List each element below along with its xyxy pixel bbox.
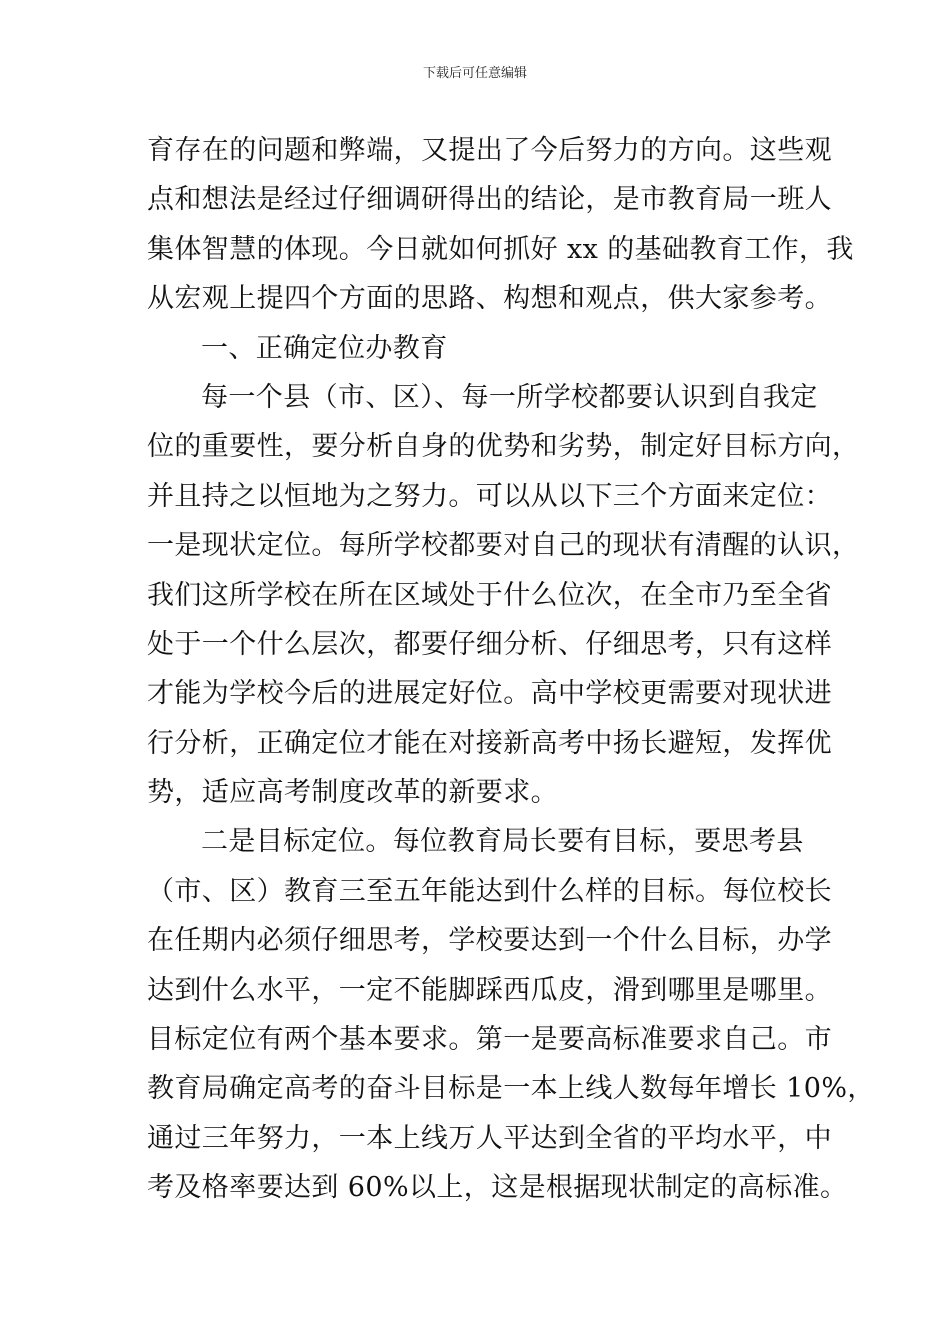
text-line: 并且持之以恒地为之努力。可以从以下三个方面来定位： (147, 480, 832, 512)
text-line: 一是现状定位。每所学校都要对自己的现状有清醒的认识， (147, 530, 860, 562)
text-line: 在任期内必须仔细思考，学校要达到一个什么目标，办学 (147, 925, 832, 957)
text-line: 集体智慧的体现。今日就如何抓好 xx 的基础教育工作，我 (147, 233, 854, 265)
text-line: 才能为学校今后的进展定好位。高中学校更需要对现状进 (147, 678, 832, 710)
text-line: 育存在的问题和弊端，又提出了今后努力的方向。这些观 (147, 135, 832, 166)
text-line: 位的重要性，要分析自身的优势和劣势，制定好目标方向， (147, 431, 860, 463)
body-text (147, 126, 875, 1213)
text-line: 每一个县（市、区）、每一所学校都要认识到自我定 (201, 381, 818, 413)
text-line: 二是目标定位。每位教育局长要有目标，要思考县 (201, 826, 804, 858)
text-line: 点和想法是经过仔细调研得出的结论，是市教育局一班人 (147, 184, 832, 216)
text-line: 目标定位有两个基本要求。第一是要高标准要求自己。市 (147, 1024, 832, 1056)
text-line: 通过三年努力，一本上线万人平达到全省的平均水平，中 (147, 1122, 832, 1154)
text-line: 势，适应高考制度改革的新要求。 (147, 777, 558, 809)
text-line: 行分析，正确定位才能在对接新高考中扬长避短，发挥优 (147, 727, 832, 759)
page-header: 下载后可任意编辑 (422, 66, 527, 81)
text-line: 处于一个什么层次，都要仔细分析、仔细思考，只有这样 (147, 628, 832, 660)
section-heading: 一、正确定位办教育 (201, 332, 448, 364)
text-line: 考及格率要达到 60%以上，这是根据现状制定的高标准。 (147, 1172, 848, 1204)
text-line: 教育局确定高考的奋斗目标是一本上线人数每年增长 10%， (147, 1073, 875, 1105)
text-line: （市、区）教育三至五年能达到什么样的目标。每位校长 (147, 875, 832, 907)
text-line: 达到什么水平，一定不能脚踩西瓜皮，滑到哪里是哪里。 (147, 974, 832, 1006)
text-line: 我们这所学校在所在区域处于什么位次，在全市乃至全省 (147, 579, 832, 611)
text-line: 从宏观上提四个方面的思路、构想和观点，供大家参考。 (147, 283, 832, 315)
